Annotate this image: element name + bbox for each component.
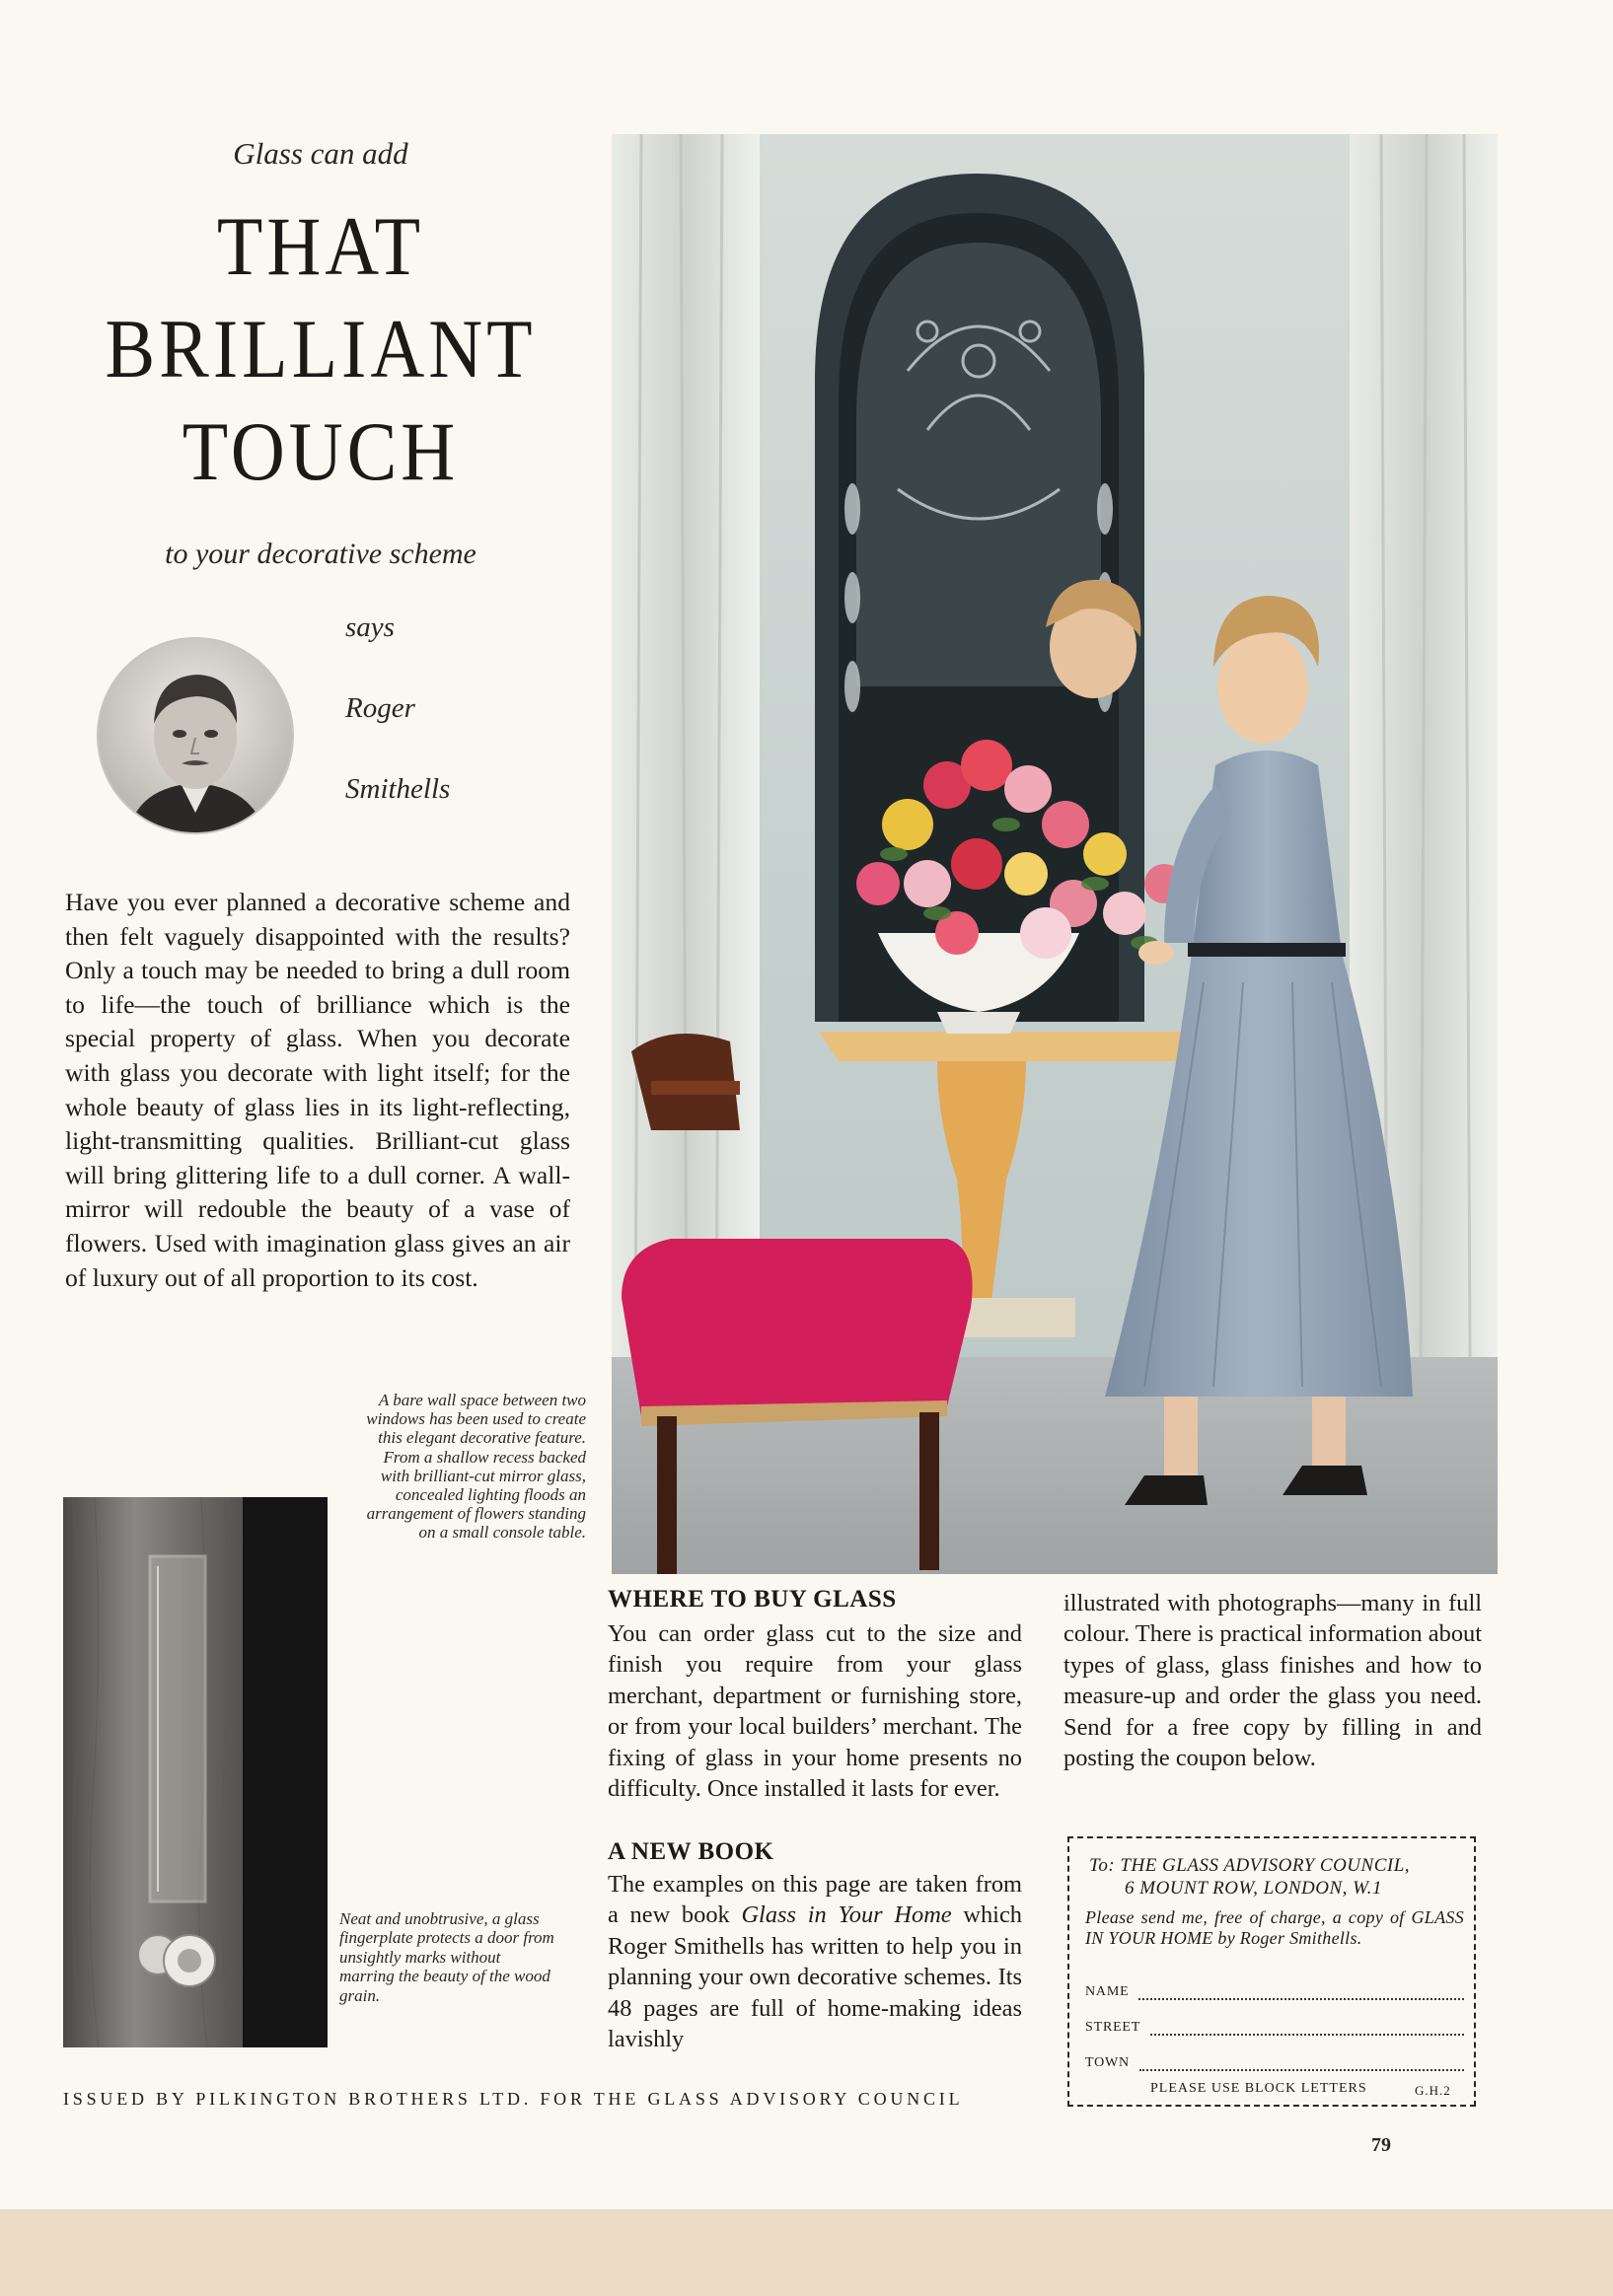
coupon-address: [1089, 1854, 1464, 1900]
book-title: Glass in Your Home: [741, 1901, 952, 1929]
headline-subhead: to your decorative scheme: [165, 538, 477, 570]
new-book-text: [608, 1869, 1022, 2054]
coupon-street-line[interactable]: [1150, 2022, 1464, 2036]
headline-line-2: BRILLIANT: [105, 302, 537, 396]
coupon-street-label: STREET: [1085, 2020, 1141, 2035]
new-book-text-after: which Roger Smithells has written to help you in planning your own decorative schemes. Its 48 pages are full of home-making ideas lavishly: [608, 1901, 1022, 2053]
coupon-address-line-2: 6 MOUNT ROW, LONDON, W.1: [1125, 1878, 1382, 1899]
page-number: 79: [1371, 2134, 1391, 2156]
page-bottom-margin: [0, 2209, 1613, 2296]
author-portrait-photo: [99, 639, 292, 832]
main-photo-caption: A bare wall space between two windows has been used to create this elegant decorative feature. From a shallow recess backed with brilliant-cut mirror glass, concealed lighting floods an arrangement of flowers standing on a small console table.: [366, 1391, 586, 1543]
where-to-buy-text: You can order glass cut to the size and finish you require from your glass merchant, department or furnishing store, or from your local builders’ merchant. The fixing of glass in your home presents no difficulty. Once installed it lasts for ever.: [608, 1620, 1022, 1803]
body-copy: Have you ever planned a decorative scheme and then felt vaguely disappointed with the results? Only a touch may be needed to bring a dull room to life—the touch of brilliance which is the special property of glass. When you decorate with glass you decorate with light itself; for the whole beauty of glass lies in its light-reflecting, light-transmitting qualities. Brilliant-cut glass will bring glittering life to a dull corner. A wall-mirror will redouble the beauty of a vase of flowers. Used with imagination glass gives an air of luxury out of all proportion to its cost.: [65, 888, 570, 1292]
order-coupon: [1067, 1836, 1476, 2107]
headline: [89, 195, 552, 503]
coupon-town-field[interactable]: [1085, 2055, 1464, 2071]
door-fingerplate-photo: [63, 1497, 328, 2047]
coupon-code: G.H.2: [1415, 2083, 1451, 2098]
coupon-town-line[interactable]: [1139, 2057, 1464, 2071]
door-photo-caption: Neat and unobtrusive, a glass fingerplate protects a door from unsightly marks without marring the beauty of the wood grain.: [339, 1909, 554, 2005]
where-to-buy-heading: WHERE TO BUY GLASS: [608, 1586, 897, 1613]
coupon-town-label: TOWN: [1085, 2055, 1130, 2070]
headline-kicker: Glass can add: [233, 136, 408, 171]
issuer-footer: ISSUED BY PILKINGTON BROTHERS LTD. FOR THE GLASS ADVISORY COUNCIL: [63, 2089, 964, 2109]
coupon-street-field[interactable]: [1085, 2020, 1464, 2036]
byline-says: says: [345, 611, 395, 643]
coupon-name-label: NAME: [1085, 1984, 1130, 1999]
coupon-note: PLEASE USE BLOCK LETTERS: [1150, 2081, 1367, 2096]
new-book-text-before: The examples on this page are taken from a new book: [608, 1871, 1022, 1929]
coupon-request: Please send me, free of charge, a copy of GLASS IN YOUR HOME by Roger Smithells.: [1085, 1907, 1464, 1948]
main-room-photo: [612, 134, 1498, 1574]
headline-line-1: THAT: [216, 199, 425, 294]
author-first-name: Roger: [345, 692, 415, 724]
new-book-text-continued: illustrated with photographs—many in full colour. There is practical information about types of glass, glass finishes and how to measure-up and order the glass you need. Send for a free copy by filling in and posting the coupon below.: [1063, 1590, 1482, 1772]
headline-line-3: TOUCH: [182, 404, 460, 499]
new-book-heading: A NEW BOOK: [608, 1838, 774, 1865]
coupon-name-line[interactable]: [1138, 1986, 1464, 2000]
coupon-address-line-1: To: THE GLASS ADVISORY COUNCIL,: [1089, 1855, 1411, 1876]
coupon-name-field[interactable]: [1085, 1984, 1464, 2000]
author-last-name: Smithells: [345, 773, 451, 805]
